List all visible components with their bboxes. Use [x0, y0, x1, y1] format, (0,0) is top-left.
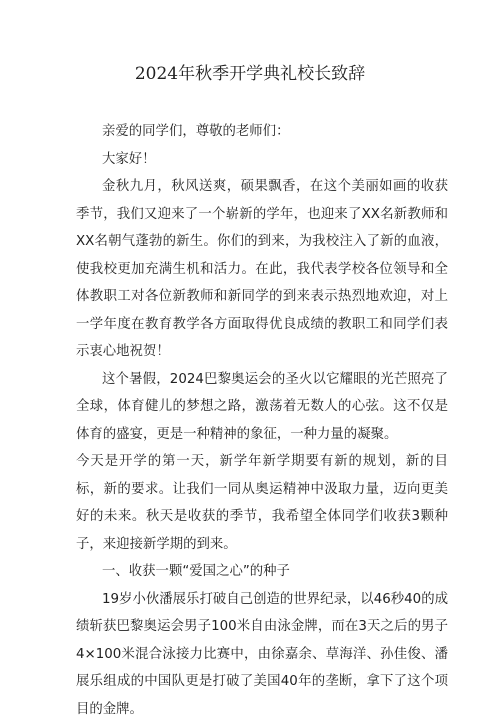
- salutation: 亲爱的同学们，尊敬的老师们：: [76, 118, 448, 146]
- greeting: 大家好！: [76, 146, 448, 174]
- paragraph-olympics: 这个暑假，2024巴黎奥运会的圣火以它耀眼的光芒照亮了全球，体育健儿的梦想之路，激荡着无数人的心弦。这不仅是体育的盛宴，更是一种精神的象征，一种力量的凝聚。: [76, 366, 448, 449]
- document-title: 2024年秋季开学典礼校长致辞: [0, 62, 500, 86]
- paragraph-welcome: 金秋九月，秋风送爽，硕果飘香，在这个美丽如画的收获季节，我们又迎来了一个崭新的学年，也迎来了XX名新教师和XX名朝气蓬勃的新生。你们的到来，为我校注入了新的血液，使我校更加充满生机和活力。在此，我代表学校各位领导和全体教职工对各位新教师和新同学的到来表示热烈地欢迎，对上一学年度在教育教学各方面取得优良成绩的教职工和同学们表示衷心地祝贺！: [76, 173, 448, 366]
- paragraph-first-day: 今天是开学的第一天，新学年新学期要有新的规划，新的目标，新的要求。让我们一同从奥运精神中汲取力量，迈向更美好的未来。秋天是收获的季节，我希望全体同学们收获3颗种子，来迎接新学期的到来。: [76, 448, 448, 558]
- section-heading-patriotism: 一、收获一颗“爱国之心”的种子: [76, 558, 448, 586]
- document-body: [76, 118, 448, 723]
- paragraph-pan-zhanle: 19岁小伙潘展乐打破自己创造的世界纪录，以46秒40的成绩斩获巴黎奥运会男子100米自由泳金牌，而在3天之后的男子4×100米混合泳接力比赛中，由徐嘉余、草海洋、孙佳俊、潘展乐组成的中国队更是打破了美国40年的垄断，拿下了这个项目的金牌。: [76, 586, 448, 723]
